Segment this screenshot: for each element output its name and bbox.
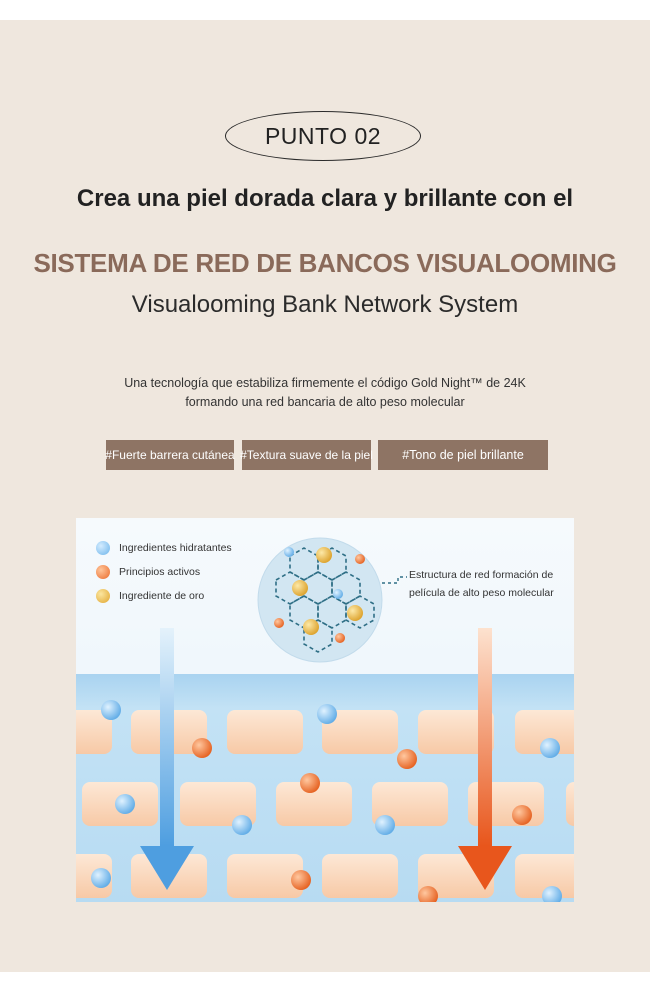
gold-sphere-icon bbox=[96, 589, 110, 603]
legend-item-active bbox=[96, 560, 232, 584]
legend-label-active: Principios activos bbox=[119, 566, 201, 578]
network-annotation-line-2: película de alto peso molecular bbox=[409, 587, 554, 599]
legend-label-gold: Ingrediente de oro bbox=[119, 590, 205, 602]
tag-barrier: #Fuerte barrera cutánea bbox=[106, 440, 234, 470]
description-line-2: formando una red bancaria de alto peso molecular bbox=[185, 395, 465, 409]
blue-sphere-icon bbox=[96, 541, 110, 555]
description-line-1: Una tecnología que estabiliza firmemente el código Gold Night™ de 24K bbox=[124, 376, 526, 390]
content-panel bbox=[0, 20, 650, 972]
legend-item-gold bbox=[96, 584, 232, 608]
tag-skin-tone: #Tono de piel brillante bbox=[378, 440, 548, 470]
point-badge bbox=[225, 111, 421, 161]
skin-network-diagram bbox=[76, 518, 574, 902]
legend-item-hydrating bbox=[96, 536, 232, 560]
headline-system-english: Visualooming Bank Network System bbox=[131, 291, 519, 318]
headline-intro: Crea una piel dorada clara y brillante con el bbox=[76, 185, 574, 212]
tag-row bbox=[0, 440, 650, 470]
legend bbox=[96, 536, 232, 608]
orange-sphere-icon bbox=[96, 565, 110, 579]
network-annotation bbox=[409, 566, 574, 602]
headline-system-name: SISTEMA DE RED DE BANCOS VISUALOOMING bbox=[33, 248, 617, 278]
point-badge-label: PUNTO 02 bbox=[264, 122, 382, 149]
legend-label-hydrating: Ingredientes hidratantes bbox=[119, 542, 232, 554]
tag-texture: #Textura suave de la piel bbox=[242, 440, 371, 470]
description bbox=[0, 374, 650, 412]
network-annotation-line-1: Estructura de red formación de bbox=[409, 569, 554, 581]
